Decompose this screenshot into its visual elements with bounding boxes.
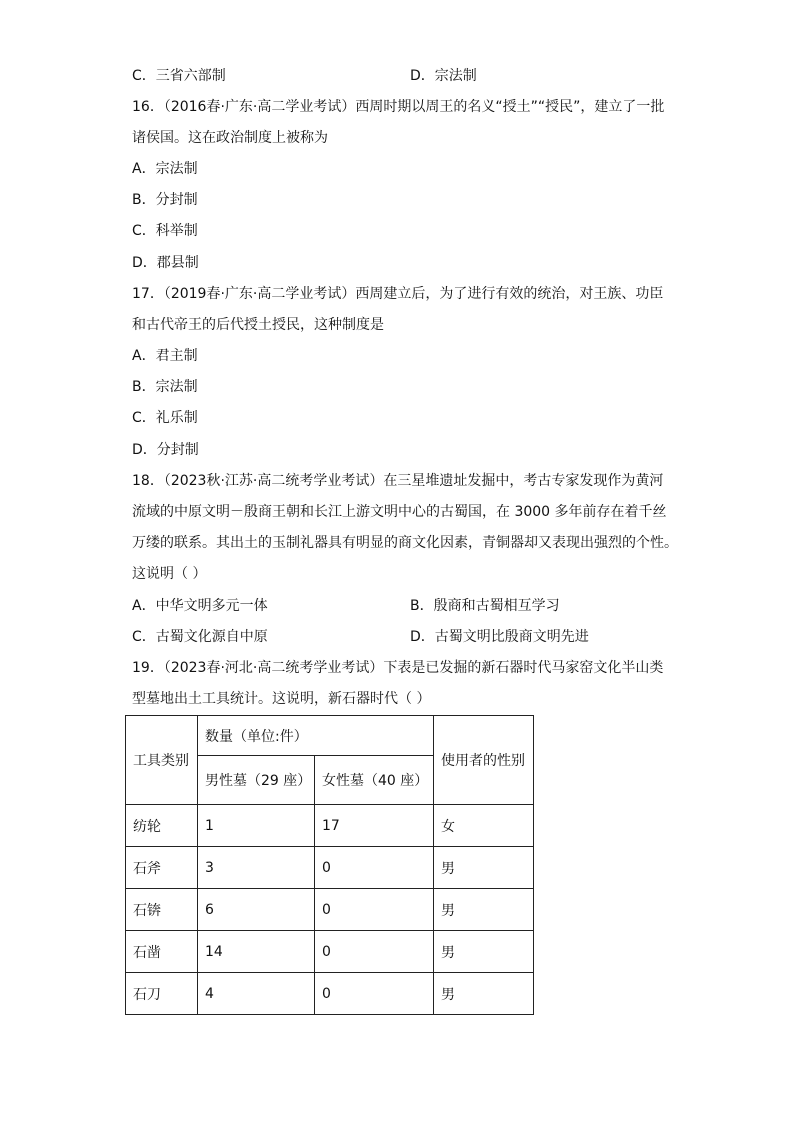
tool-statistics-table: [125, 715, 534, 1015]
cell-tool: 石锛: [126, 889, 198, 931]
cell-male: 1: [198, 805, 315, 847]
q15-option-c: C．三省六部制: [132, 68, 226, 84]
cell-male: 6: [198, 889, 315, 931]
cell-tool: 纺轮: [126, 805, 198, 847]
cell-female: 0: [315, 973, 434, 1015]
q17-option-c: C．礼乐制: [132, 410, 198, 426]
q16-option-c: C．科举制: [132, 223, 198, 239]
cell-gender: 男: [434, 973, 534, 1015]
cell-male: 14: [198, 931, 315, 973]
q16-stem-line2: 诸侯国。这在政治制度上被称为: [132, 130, 328, 146]
header-tool-category: 工具类别: [126, 716, 198, 805]
q18-option-b: B．殷商和古蜀相互学习: [410, 598, 560, 614]
cell-male: 3: [198, 847, 315, 889]
q17-option-b: B．宗法制: [132, 379, 198, 395]
q16-option-b: B．分封制: [132, 192, 198, 208]
cell-tool: 石刀: [126, 973, 198, 1015]
cell-gender: 男: [434, 847, 534, 889]
q16-stem-line1: 16．（2016春·广东·高二学业考试）西周时期以周王的名义“授土”“授民”，建立了一批: [132, 99, 665, 115]
cell-tool: 石凿: [126, 931, 198, 973]
cell-female: 17: [315, 805, 434, 847]
table-row: [126, 847, 534, 889]
q17-option-a: A．君主制: [132, 348, 198, 364]
cell-gender: 女: [434, 805, 534, 847]
header-female-tombs: 女性墓（40 座）: [315, 756, 434, 805]
header-male-tombs: 男性墓（29 座）: [198, 756, 315, 805]
q18-stem-line1: 18．（2023秋·江苏·高二统考学业考试）在三星堆遗址发掘中，考古专家发现作为黄河: [132, 473, 664, 489]
cell-female: 0: [315, 847, 434, 889]
table-row: [126, 889, 534, 931]
q18-option-a: A．中华文明多元一体: [132, 598, 268, 614]
q17-option-d: D．分封制: [132, 442, 199, 458]
table-header-row: [126, 716, 534, 756]
q18-stem-line3: 万缕的联系。其出土的玉制礼器具有明显的商文化因素，青铜器却又表现出强烈的个性。: [132, 535, 678, 551]
cell-tool: 石斧: [126, 847, 198, 889]
header-user-gender: 使用者的性别: [434, 716, 534, 805]
table-row: [126, 973, 534, 1015]
cell-gender: 男: [434, 931, 534, 973]
q19-stem-line2: 型墓地出土工具统计。这说明，新石器时代（ ）: [132, 691, 431, 707]
q15-option-d: D．宗法制: [410, 68, 477, 84]
cell-gender: 男: [434, 889, 534, 931]
q18-stem-line2: 流域的中原文明－殷商王朝和长江上游文明中心的古蜀国，在 3000 多年前存在着千丝: [132, 504, 667, 520]
q18-stem-line4: 这说明（ ）: [132, 566, 207, 582]
q16-option-d: D．郡县制: [132, 255, 199, 271]
q16-option-a: A．宗法制: [132, 161, 198, 177]
q19-stem-line1: 19．（2023春·河北·高二统考学业考试）下表是已发掘的新石器时代马家窑文化半山类: [132, 660, 664, 676]
header-quantity: 数量（单位:件）: [198, 716, 434, 756]
cell-female: 0: [315, 889, 434, 931]
cell-male: 4: [198, 973, 315, 1015]
q17-stem-line2: 和古代帝王的后代授土授民，这种制度是: [132, 317, 384, 333]
cell-female: 0: [315, 931, 434, 973]
table-row: [126, 805, 534, 847]
q17-stem-line1: 17．（2019春·广东·高二学业考试）西周建立后，为了进行有效的统治，对王族、功臣: [132, 286, 664, 302]
table-row: [126, 931, 534, 973]
q18-option-c: C．古蜀文化源自中原: [132, 629, 268, 645]
q18-option-d: D．古蜀文明比殷商文明先进: [410, 629, 589, 645]
